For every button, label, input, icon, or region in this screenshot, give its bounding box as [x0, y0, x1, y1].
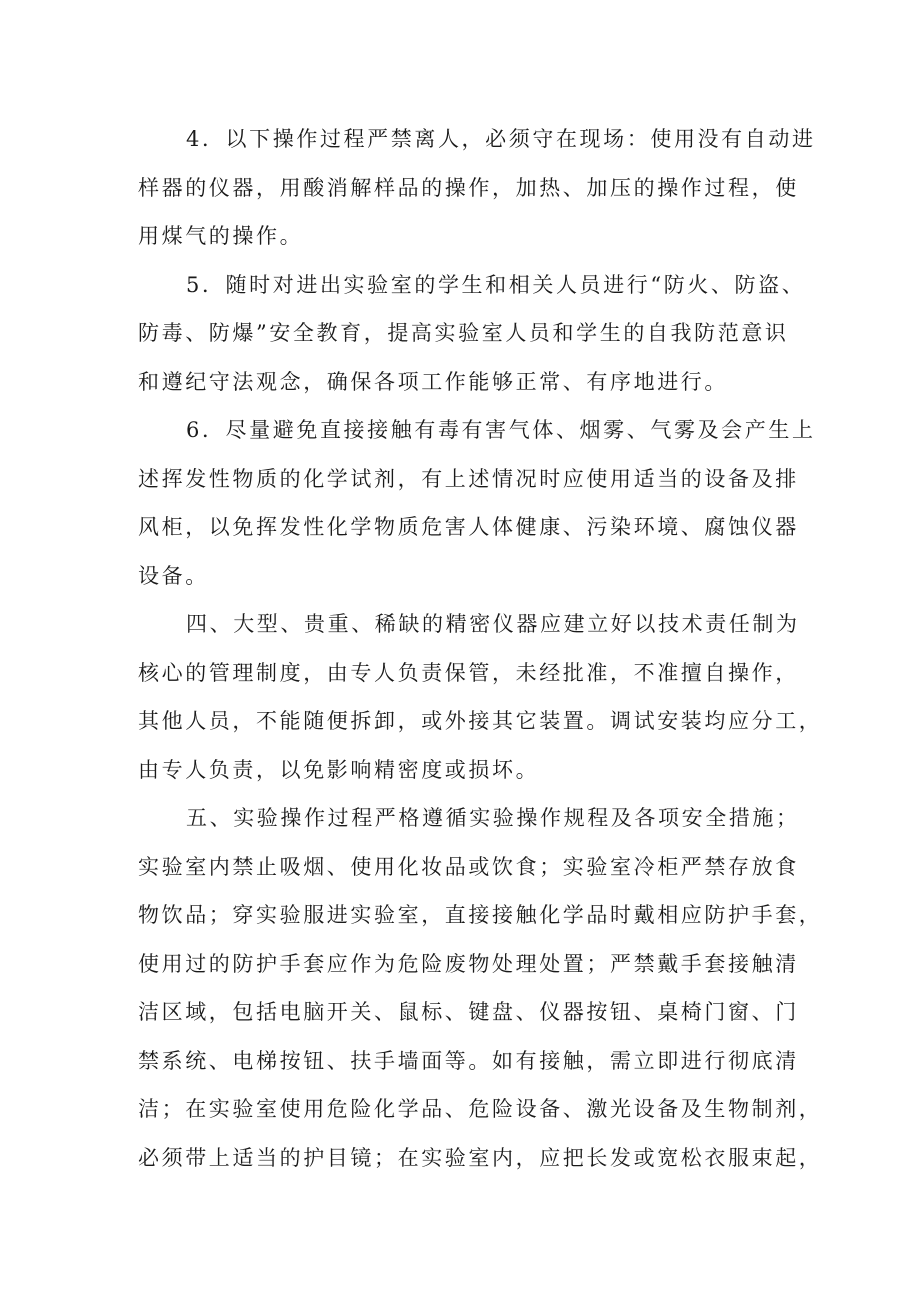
item-6-line-1: 6．尽量避免直接接触有毒有害气体、烟雾、气雾及会产生上	[186, 418, 816, 442]
item-4-line-3: 用煤气的操作。	[138, 224, 304, 248]
item-5-line-1: 5．随时对进出实验室的学生和相关人员进行“防火、防盗、	[186, 273, 806, 297]
item-4-line-1: 4．以下操作过程严禁离人，必须守在现场：使用没有自动进	[186, 127, 816, 151]
item-6-line-2: 述挥发性物质的化学试剂，有上述情况时应使用适当的设备及排	[138, 467, 799, 491]
section-5-line-8: 必须带上适当的护目镜；在实验室内，应把长发或宽松衣服束起，	[138, 1146, 823, 1170]
item-6-line-4: 设备。	[138, 564, 209, 588]
item-6-line-3: 风柜，以免挥发性化学物质危害人体健康、污染环境、腐蚀仪器	[138, 515, 799, 539]
section-5-line-3: 物饮品；穿实验服进实验室，直接接触化学品时戴相应防护手套，	[138, 903, 823, 927]
section-4-line-4: 由专人负责，以免影响精密度或损坏。	[138, 758, 540, 782]
section-4-line-1: 四、大型、贵重、稀缺的精密仪器应建立好以技术责任制为	[186, 612, 800, 636]
section-5-line-2: 实验室内禁止吸烟、使用化妆品或饮食；实验室冷柜严禁存放食	[138, 855, 799, 879]
section-4-line-3: 其他人员，不能随便拆卸，或外接其它装置。调试安装均应分工，	[138, 709, 823, 733]
section-4-line-2: 核心的管理制度，由专人负责保管，未经批准，不准擅自操作，	[138, 661, 799, 685]
item-5-line-2: 防毒、防爆”安全教育，提高实验室人员和学生的自我防范意识	[138, 321, 789, 345]
section-5-line-5: 洁区域，包括电脑开关、鼠标、键盘、仪器按钮、桌椅门窗、门	[138, 1000, 799, 1024]
item-5-line-3: 和遵纪守法观念，确保各项工作能够正常、有序地进行。	[138, 370, 728, 394]
section-5-line-1: 五、实验操作过程严格遵循实验操作规程及各项安全措施；	[186, 806, 800, 830]
section-5-line-4: 使用过的防护手套应作为危险废物处理处置；严禁戴手套接触清	[138, 952, 799, 976]
item-4-line-2: 样器的仪器，用酸消解样品的操作，加热、加压的操作过程，使	[138, 176, 799, 200]
section-5-line-7: 洁；在实验室使用危险化学品、危险设备、激光设备及生物制剂，	[138, 1097, 823, 1121]
section-5-line-6: 禁系统、电梯按钮、扶手墙面等。如有接触，需立即进行彻底清	[138, 1049, 799, 1073]
